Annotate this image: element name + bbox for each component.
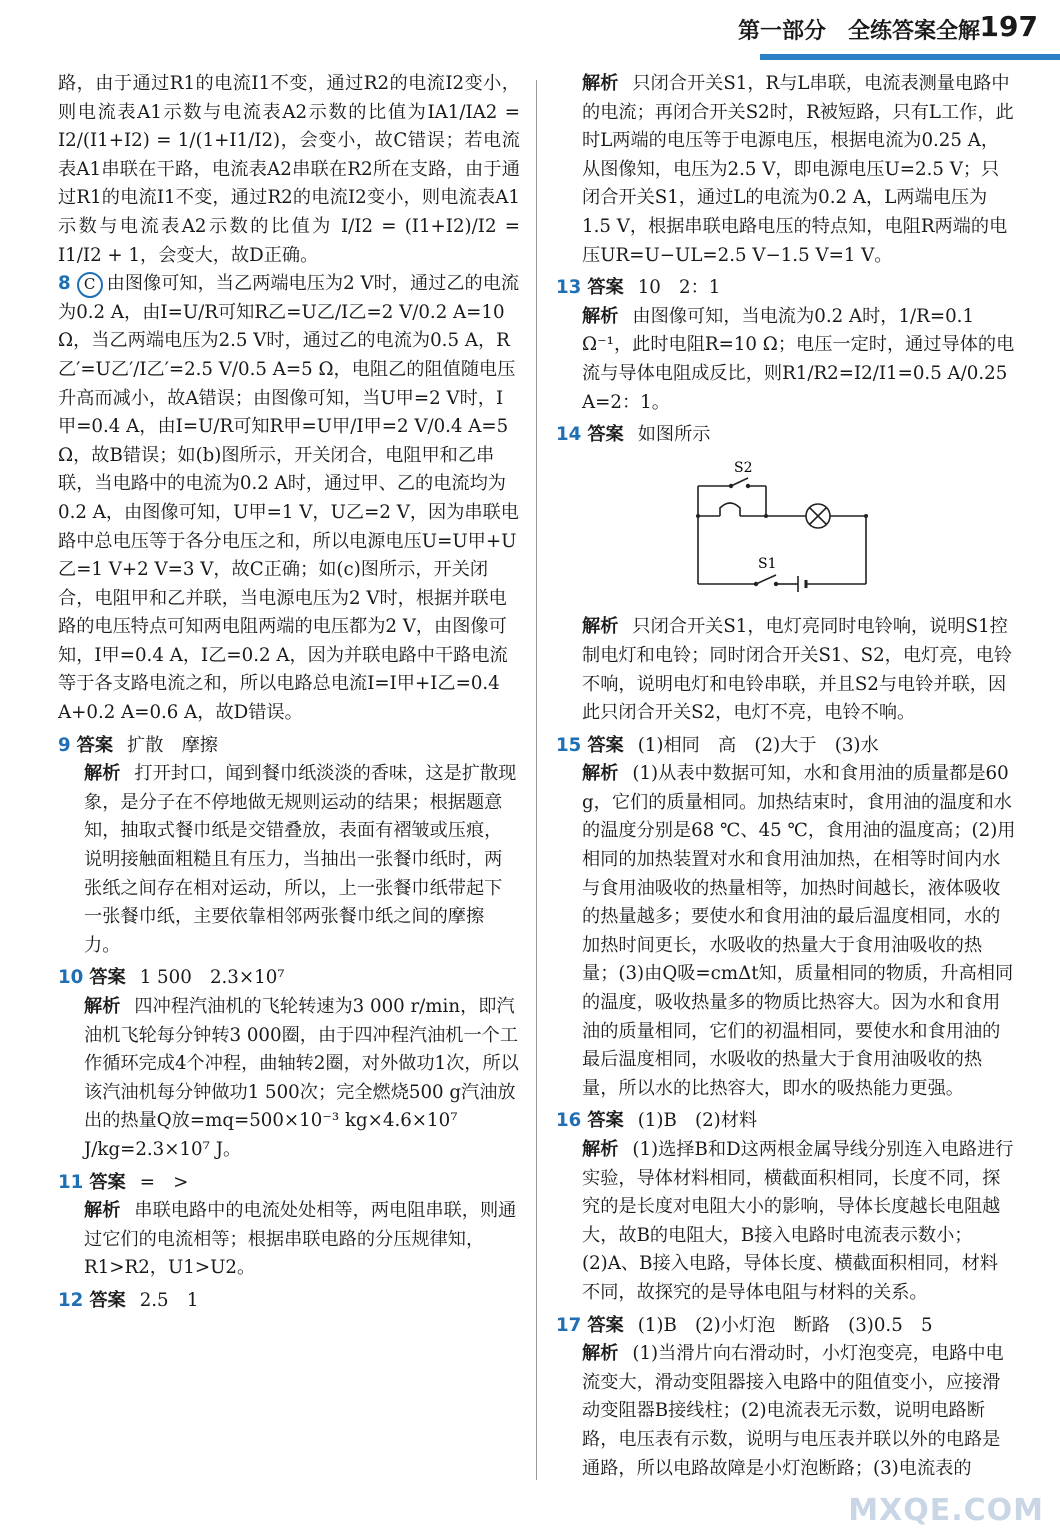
answer-explanation: (1)从表中数据可知，水和食用油的质量都是60 g，它们的质量相同。加热结束时，食用油的温度和水的温度分别是68 ℃、45 ℃，食用油的温度高；(2)用相同的加热装置对水和食用油加热，在相等时间内水与食用油吸收的热量相等，加热时间越长，液体吸收的热量越多；要使水和食用油的最后温度相同，水的加热时间更长，水吸收的热量大于食用油吸收的热量；(3)由Q吸=cmΔt知，质量相同的物质，升高相同的温度，吸收热量多的物质比热容大。因为水和食用油的质量相同，它们的初温相同，要使水和食用油的最后温度相同，水吸收的热量大于食用油吸收的热量，所以水的比热容大，即水的吸热能力更强。 [582,763,1016,1099]
section-title: 第一部分 全练答案全解 [737,19,980,44]
circuit-diagram [686,456,1016,606]
question-number: 10 [58,967,84,989]
explanation-label: 解析 [84,763,121,785]
answer-9 [58,732,520,961]
explanation-label: 解析 [582,1343,619,1365]
question-number: 13 [556,277,582,299]
answer-12 [58,1287,520,1316]
answer-label: 答案 [587,1110,624,1132]
answer-explanation: (1)当滑片向右滑动时，小灯泡变亮，电路中电流变大，滑动变阻器接入电路中的阻值变小，应接滑动变阻器B接线柱；(2)电流表无示数，说明电路断路，电压表有示数，说明与电压表并联以外的电路是通路，所以电路故障是小灯泡断路；(3)电流表的 [582,1343,1004,1479]
switch-s1-blade [756,575,776,584]
answer-value: 扩散 摩擦 [127,734,218,756]
answer-16 [556,1107,1016,1307]
answer-value: (1)B (2)小灯泡 断路 (3)0.5 5 [637,1314,933,1336]
column-divider [536,80,537,1480]
answer-value: 10 2：1 [637,277,721,299]
explanation-label: 解析 [582,1139,619,1160]
answer-choice-circle: C [77,272,103,298]
answer-explanation: 四冲程汽油机的飞轮转速为3 000 r/min，即汽油机飞轮每分钟转3 000圈，由于四冲程汽油机一个工作循环完成4个冲程，曲轴转2圈，对外做功1次，所以该汽油机每分钟做功1 500次；完全燃烧500 g汽油放出的热量Q放=mq=500×10⁻³ kg×4.6×10⁷ J/kg=2.3×10⁷ J。 [84,996,519,1160]
header-accent-bar [760,54,1060,60]
circuit-svg [686,456,876,596]
answer-explanation: 由图像可知，当乙两端电压为2 V时，通过乙的电流为0.2 A，由I=U/R可知R乙=U乙/I乙=2 V/0.2 A=10 Ω，当乙两端电压为2.5 V时，通过乙的电流为0.5 A，R乙′=U乙′/I乙′=2.5 V/0.5 A=5 Ω，电阻乙的阻值随电压升高而减小，故A错误；由图像可知，当U甲=2 V时，I甲=0.4 A，由I=U/R可知R甲=U甲/I甲=2 V/0.4 A=5 Ω，故B错误；如(b)图所示，开关闭合，电阻甲和乙串联，当电路中的电流为0.2 A时，通过甲、乙的电流均为0.2 A，由图像可知，U甲=1 V，U乙=2 V，因为串联电路中总电压等于各分电压之和，所以电源电压U=U甲+U乙=1 V+2 V=3 V，故C正确；如(c)图所示，开关闭合，电阻甲和乙并联，当电源电压为2 V时，根据并联电路的电压特点可知两电阻两端的电压都为2 V，由图像可知，I甲=0.4 A，I乙=0.2 A，因为并联电路中干路电流等于各支路电流之和，所以电路总电流I=I甲+I乙=0.4 A+0.2 A=0.6 A，故D错误。 [58,273,520,724]
answer-explanation: 串联电路中的电流处处相等，两电阻串联，则通过它们的电流相等；根据串联电路的分压规律知，R1>R2，U1>U2。 [84,1200,517,1279]
answer-8 [58,270,520,728]
answer-11 [58,1169,520,1283]
answer-label: 答案 [587,1314,624,1336]
answer-label: 答案 [89,967,126,989]
explanation-label: 解析 [582,73,619,94]
answer-label: 答案 [89,1289,126,1311]
answer-label: 答案 [89,1171,126,1193]
answer-value: 如图所示 [637,424,711,446]
question-number: 17 [556,1314,582,1336]
bell-icon [720,503,740,516]
answer-explanation: 打开封口，闻到餐巾纸淡淡的香味，这是扩散现象，是分子在不停地做无规则运动的结果；根据题意知，抽取式餐巾纸是交错叠放，表面有褶皱或压痕，说明接触面粗糙且有压力，当抽出一张餐巾纸时，两张纸之间存在相对运动，所以，上一张餐巾纸带起下一张餐巾纸，主要依靠相邻两张餐巾纸之间的摩擦力。 [84,763,517,956]
switch-s2-label: S2 [734,459,753,476]
answer-explanation: 由图像可知，当电流为0.2 A时，1/R=0.1 Ω⁻¹，此时电阻R=10 Ω；电压一定时，通过导体的电流与导体电阻成反比，则R1/R2=I2/I1=0.5 A/0.25 A=2：1。 [582,305,1015,413]
explanation-label: 解析 [582,763,619,785]
right-column [556,70,1016,1487]
answer-explanation: (1)选择B和D这两根金属导线分别连入电路进行实验，导体材料相同，横截面积相同，长度不同，探究的是长度对电阻大小的影响，导体长度越长电阻越大，故B的电阻大，B接入电路时电流表示数小；(2)A、B接入电路，导体长度、横截面积相同，材料不同，故探究的是导体电阻与材料的关系。 [582,1139,1014,1303]
explanation-label: 解析 [84,996,121,1017]
question-number: 12 [58,1289,84,1311]
answer-label: 答案 [587,277,624,299]
question-number: 9 [58,734,71,756]
explanation-label: 解析 [582,616,619,638]
question-number: 16 [556,1110,582,1132]
left-column [58,70,520,1320]
answer-10 [58,964,520,1164]
answer-14 [556,421,1016,728]
answer-13 [556,274,1016,417]
question-number: 11 [58,1171,84,1193]
answer-explanation: 只闭合开关S1，R与L串联，电流表测量电路中的电流；再闭合开关S2时，R被短路，只有L工作，此时L两端的电压等于电源电压，根据电流为0.25 A，从图像知，电压为2.5 V，即电源电压U=2.5 V；只闭合开关S1，通过L的电流为0.2 A，L两端电压为1.5 V，根据串联电路电压的特点知，电阻R两端的电压UR=U−UL=2.5 V−1.5 V=1 V。 [582,73,1014,266]
answer-17 [556,1312,1016,1484]
explanation-label: 解析 [84,1200,121,1222]
question-number: 8 [58,273,71,295]
page-header [0,0,1060,56]
answer-15 [556,732,1016,1104]
explanation-label: 解析 [582,305,619,327]
answer-label: 答案 [76,734,114,756]
answer-value: 2.5 1 [139,1289,199,1311]
answer-value: 1 500 2.3×10⁷ [139,967,285,989]
answer-12-explanation [556,70,1016,270]
answer-label: 答案 [587,424,624,446]
answer-value: = > [139,1171,189,1193]
answer-label: 答案 [587,734,624,756]
answer-explanation: 只闭合开关S1，电灯亮同时电铃响，说明S1控制电灯和电铃；同时闭合开关S1、S2，电灯亮，电铃不响，说明电灯和电铃串联，并且S2与电铃并联，因此只闭合开关S2，电灯不亮，电铃不响。 [582,616,1013,724]
answer-value: (1)相同 高 (2)大于 (3)水 [637,734,879,756]
page-number: 197 [979,10,1038,43]
continued-answer-7: 路，由于通过R1的电流I1不变，通过R2的电流I2变小，则电流表A1示数与电流表A2示数的比值为IA1/IA2 = I2/(I1+I2) = 1/(1+I1/I2)，会变小，故C错误；若电流表A1串联在干路，电流表A2串联在R2所在支路，由于通过R1的电流I1不变，通过R2的电流I2变小，则电流表A1示数与电流表A2示数的比值为 I/I2 = (I1+I2)/I2 = I1/I2 + 1，会变大，故D正确。 [58,73,520,266]
question-number: 14 [556,424,582,446]
answer-value: (1)B (2)材料 [637,1110,758,1132]
question-number: 15 [556,734,582,756]
switch-s1-label: S1 [758,555,777,572]
switch-s2-blade [731,478,748,486]
site-watermark: MXQE.COM [848,1493,1044,1528]
